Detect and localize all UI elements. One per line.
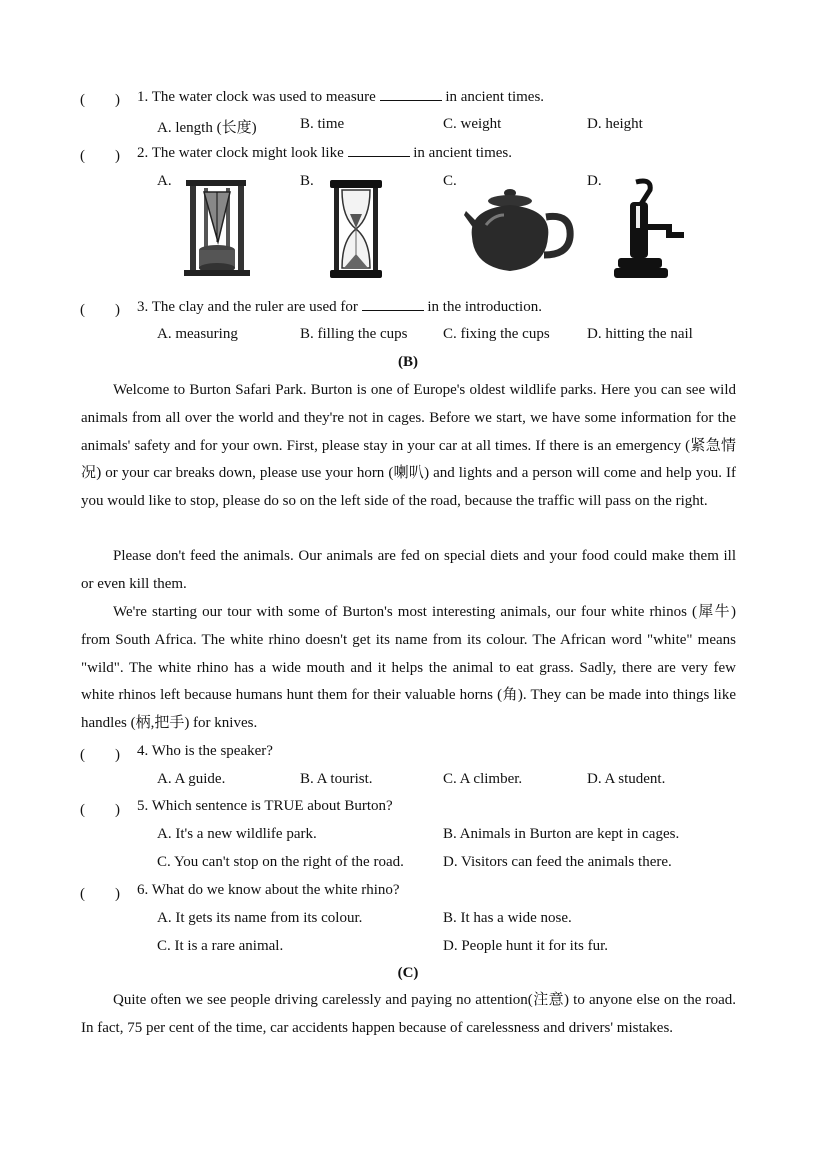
water-pump-icon bbox=[612, 178, 690, 282]
question-6: 6. What do we know about the white rhino? bbox=[137, 882, 400, 898]
q2-label-c: C. bbox=[443, 173, 457, 189]
answer-paren-q2: ( ) bbox=[80, 148, 120, 164]
q3-option-d: D. hitting the nail bbox=[587, 326, 693, 342]
q1-option-a: A. length (长度) bbox=[157, 120, 257, 136]
question-3 bbox=[137, 298, 542, 316]
q4-option-d: D. A student. bbox=[587, 771, 666, 787]
q5-option-b: B. Animals in Burton are kept in cages. bbox=[443, 826, 680, 842]
question-1-tail: in ancient times. bbox=[445, 89, 545, 105]
answer-paren-q4: ( ) bbox=[80, 747, 120, 763]
q6-option-a: A. It gets its name from its colour. bbox=[157, 910, 363, 926]
answer-blank bbox=[348, 144, 410, 157]
question-3-stem: 3. The clay and the ruler are used for bbox=[137, 299, 358, 315]
question-1 bbox=[137, 88, 544, 106]
answer-blank bbox=[362, 298, 424, 311]
q6-option-c: C. It is a rare animal. bbox=[157, 938, 284, 954]
water-clock-icon bbox=[180, 178, 254, 280]
section-b-heading: (B) bbox=[398, 354, 418, 370]
passage-b-paragraph-1: Welcome to Burton Safari Park. Burton is one of Europe's oldest wildlife parks. Here you can see wild animals from all over the world and they're not in cages. Before we start, we have some information for the animals' safety and for your own. First, please stay in your car at all times. If there is an emergency (紧急情况) or your car breaks down, please use your horn (喇叭) and lights and a person will come and help you. If you would like to stop, please do so on the left side of the road, because the traffic will pass on the right. bbox=[81, 382, 736, 510]
teapot-icon bbox=[464, 185, 576, 275]
q4-option-c: C. A climber. bbox=[443, 771, 523, 787]
hourglass-icon bbox=[330, 178, 382, 280]
q4-option-b: B. A tourist. bbox=[300, 771, 373, 787]
question-2-stem: 2. The water clock might look like bbox=[137, 145, 344, 161]
question-3-tail: in the introduction. bbox=[427, 299, 542, 315]
question-1-stem: 1. The water clock was used to measure bbox=[137, 89, 376, 105]
passage-c-paragraph-1: Quite often we see people driving carelessly and paying no attention(注意) to anyone else on the road. In fact, 75 per cent of the time, car accidents happen because of carelessness and drivers' mistakes. bbox=[81, 992, 736, 1036]
q1-option-b: B. time bbox=[300, 116, 345, 132]
question-4: 4. Who is the speaker? bbox=[137, 743, 273, 759]
question-2 bbox=[137, 144, 512, 162]
q2-label-a: A. bbox=[157, 173, 172, 189]
q2-label-d: D. bbox=[587, 173, 602, 189]
q1-option-d: D. height bbox=[587, 116, 643, 132]
q3-option-b: B. filling the cups bbox=[300, 326, 408, 342]
q4-option-a: A. A guide. bbox=[157, 771, 226, 787]
passage-b-paragraph-2: Please don't feed the animals. Our animals are fed on special diets and your food could make them ill or even kill them. bbox=[81, 548, 736, 592]
q6-option-b: B. It has a wide nose. bbox=[443, 910, 572, 926]
q5-option-d: D. Visitors can feed the animals there. bbox=[443, 854, 672, 870]
q3-option-a: A. measuring bbox=[157, 326, 238, 342]
question-5: 5. Which sentence is TRUE about Burton? bbox=[137, 798, 393, 814]
answer-paren-q6: ( ) bbox=[80, 886, 120, 902]
answer-paren-q1: ( ) bbox=[80, 92, 120, 108]
section-c-heading: (C) bbox=[397, 965, 419, 981]
answer-paren-q3: ( ) bbox=[80, 302, 120, 318]
q2-label-b: B. bbox=[300, 173, 314, 189]
q5-option-a: A. It's a new wildlife park. bbox=[157, 826, 317, 842]
q3-option-c: C. fixing the cups bbox=[443, 326, 550, 342]
answer-paren-q5: ( ) bbox=[80, 802, 120, 818]
q5-option-c: C. You can't stop on the right of the road. bbox=[157, 854, 404, 870]
q1-option-c: C. weight bbox=[443, 116, 502, 132]
q6-option-d: D. People hunt it for its fur. bbox=[443, 938, 608, 954]
answer-blank bbox=[380, 88, 442, 101]
passage-b-paragraph-3: We're starting our tour with some of Burton's most interesting animals, our four white rhinos (犀牛) from South Africa. The white rhino doesn't get its name from its colour. The African word "white" means "wild". The white rhino has a wide mouth and it helps the animal to eat grass. Sadly, there are very few white rhinos left because humans hunt them for their valuable horns (角). They can be made into things like handles (柄,把手) for knives. bbox=[81, 604, 736, 732]
question-2-tail: in ancient times. bbox=[413, 145, 512, 161]
